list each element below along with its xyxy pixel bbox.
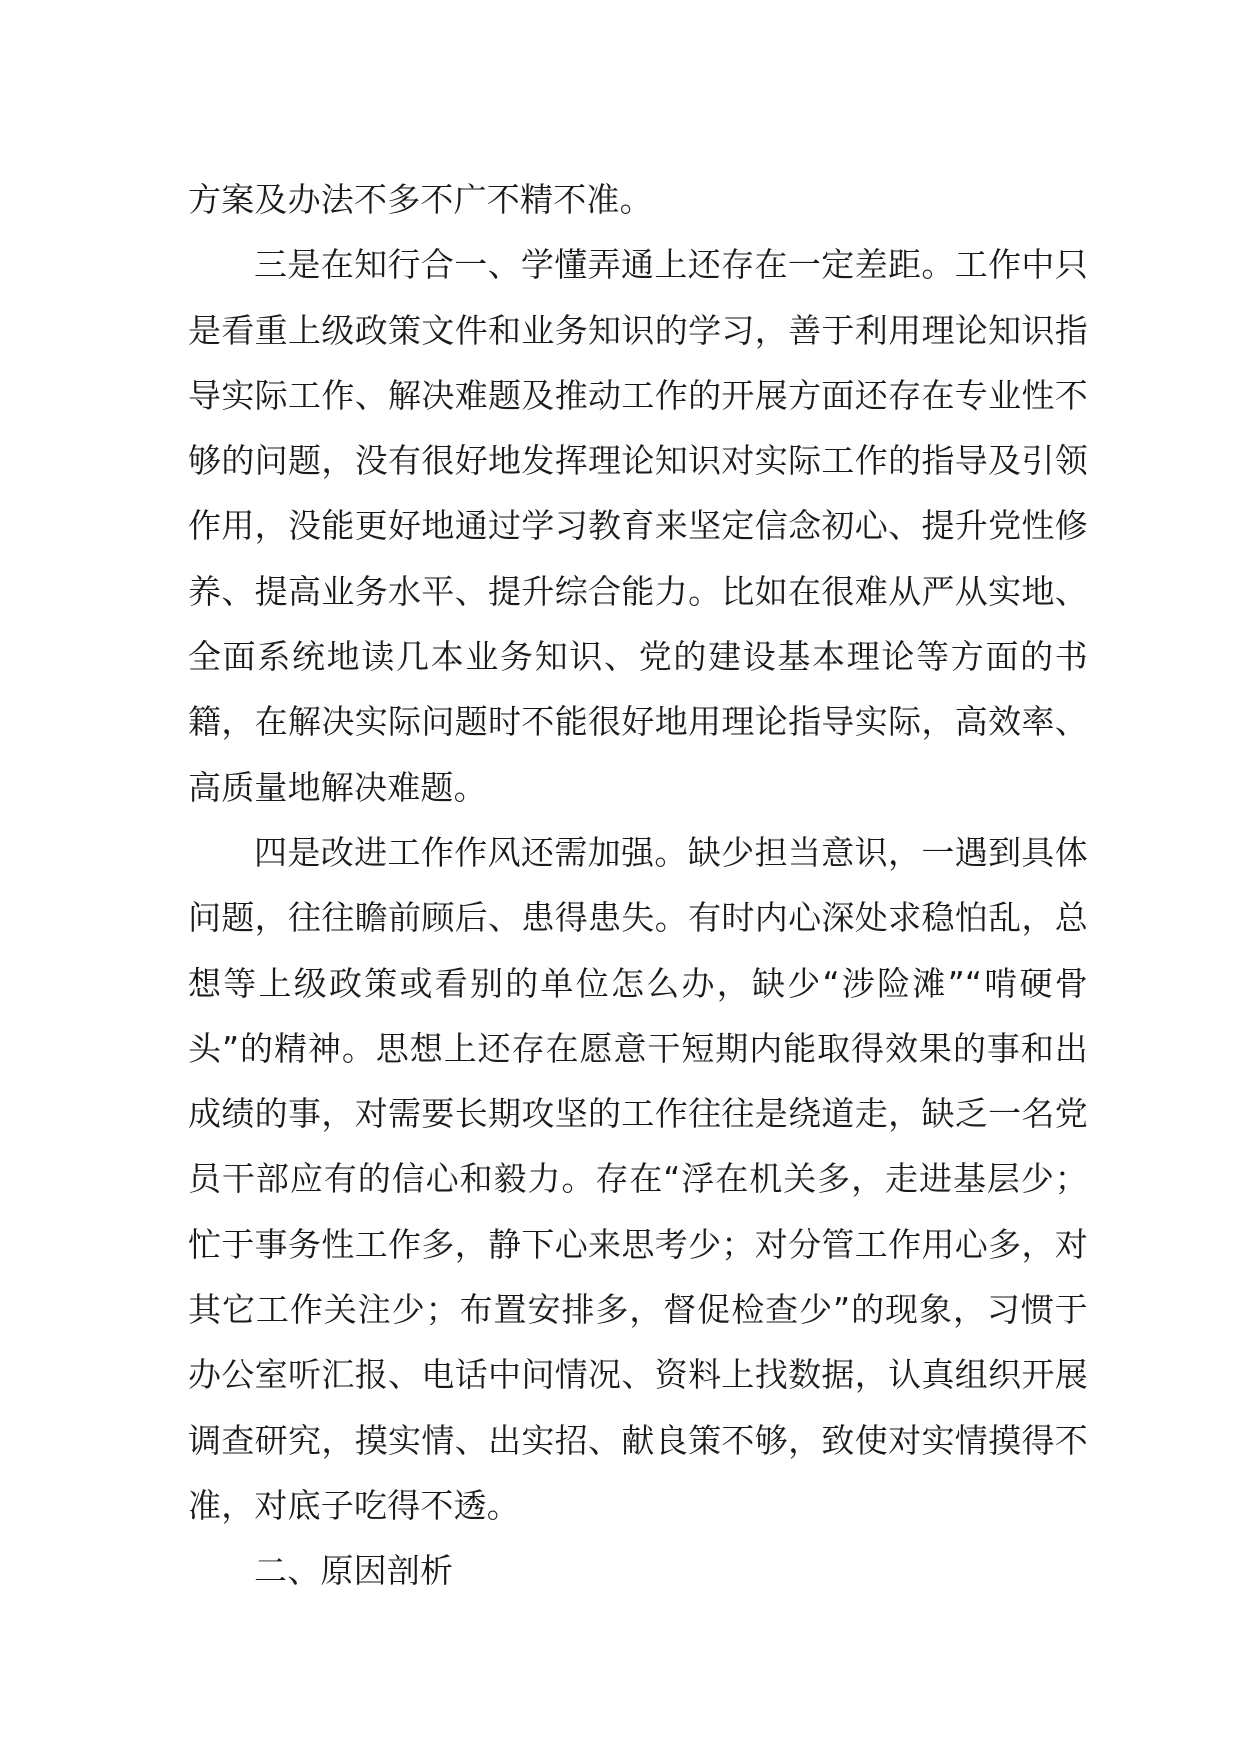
paragraph-continuation: 方案及办法不多不广不精不准。: [188, 180, 653, 219]
section-heading-cause-analysis: 二、原因剖析: [254, 1551, 454, 1591]
paragraph-point-three: 三是在知行合一、学懂弄通上还存在一定差距。工作中只是看重上级政策文件和业务知识的学习，善于利用理论知识指导实际工作、解决难题及推动工作的开展方面还存在专业性不够的问题，没有很好地发挥理论知识对实际工作的指导及引领作用，没能更好地通过学习教育来坚定信念初心、提升党性修养、提高业务水平、提升综合能力。比如在很难从严从实地、全面系统地读几本业务知识、党的建设基本理论等方面的书籍，在解决实际问题时不能很好地用理论指导实际，高效率、高质量地解决难题。: [188, 245, 1088, 807]
paragraph-point-four: 四是改进工作作风还需加强。缺少担当意识，一遇到具体问题，往往瞻前顾后、患得患失。有时内心深处求稳怕乱，总想等上级政策或看别的单位怎么办，缺少“涉险滩”“啃硬骨头”的精神。思想上还存在愿意干短期内能取得效果的事和出成绩的事，对需要长期攻坚的工作往往是绕道走，缺乏一名党员干部应有的信心和毅力。存在“浮在机关多，走进基层少；忙于事务性工作多，静下心来思考少；对分管工作用心多，对其它工作关注少；布置安排多，督促检查少”的现象，习惯于办公室听汇报、电话中问情况、资料上找数据，认真组织开展调查研究，摸实情、出实招、献良策不够，致使对实情摸得不准，对底子吃得不透。: [188, 832, 1088, 1525]
document-body: [188, 167, 1088, 1604]
